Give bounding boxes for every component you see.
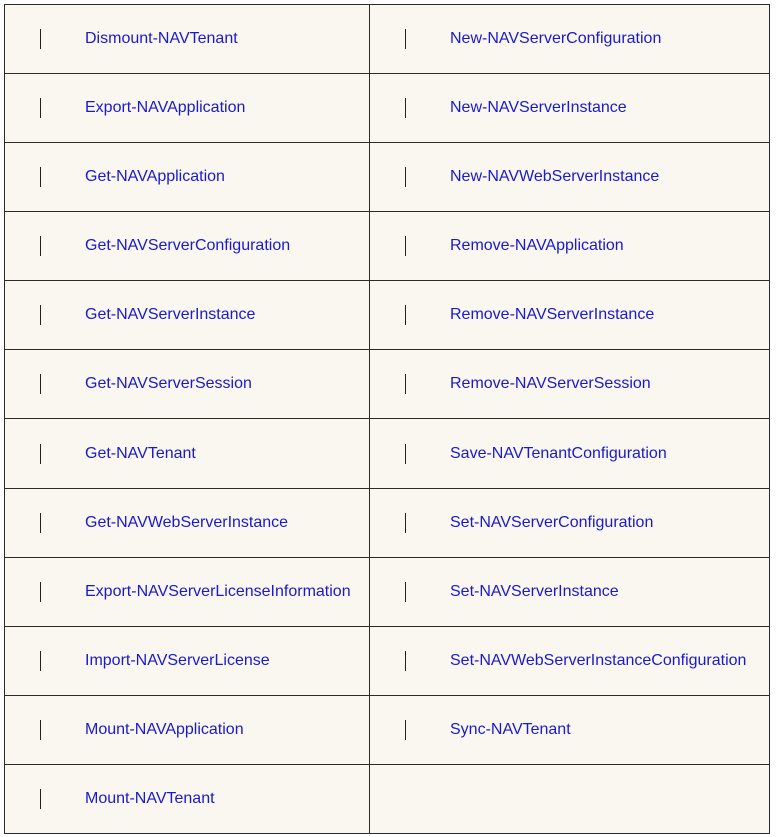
separator-bar	[40, 236, 41, 256]
separator-bar	[405, 167, 406, 187]
separator-bar	[40, 513, 41, 533]
cmdlet-link[interactable]: Import-NAVServerLicense	[85, 651, 270, 669]
separator-bar	[40, 720, 41, 740]
table-row	[5, 281, 770, 350]
table-row	[5, 5, 770, 74]
table-row	[5, 488, 770, 557]
table-cell	[5, 281, 370, 350]
table-cell	[5, 764, 370, 833]
cmdlet-link[interactable]: Mount-NAVTenant	[85, 789, 215, 807]
table-cell	[5, 488, 370, 557]
cmdlet-link[interactable]: New-NAVWebServerInstance	[450, 168, 660, 186]
table-cell	[370, 488, 770, 557]
separator-bar	[40, 651, 41, 671]
table-row	[5, 74, 770, 143]
cmdlet-link[interactable]: Export-NAVServerLicenseInformation	[85, 582, 351, 600]
separator-bar	[40, 582, 41, 602]
table-cell	[370, 281, 770, 350]
cmdlet-link[interactable]: Remove-NAVServerInstance	[450, 306, 655, 324]
cmdlet-link[interactable]: Export-NAVApplication	[85, 99, 246, 117]
separator-bar	[405, 582, 406, 602]
empty-cell	[370, 764, 770, 833]
separator-bar	[40, 98, 41, 118]
table-cell	[5, 143, 370, 212]
table-cell	[5, 212, 370, 281]
table-cell	[5, 626, 370, 695]
cmdlet-table	[4, 4, 770, 834]
table-row	[5, 764, 770, 833]
table-cell	[5, 74, 370, 143]
table-cell	[370, 5, 770, 74]
cmdlet-link[interactable]: Get-NAVServerSession	[85, 375, 252, 393]
table-cell	[5, 5, 370, 74]
table-cell	[370, 557, 770, 626]
cmdlet-link[interactable]: Sync-NAVTenant	[450, 720, 571, 738]
separator-bar	[40, 789, 41, 809]
table-row	[5, 626, 770, 695]
table-cell	[370, 350, 770, 419]
separator-bar	[40, 167, 41, 187]
table-row	[5, 419, 770, 488]
table-row	[5, 557, 770, 626]
cmdlet-link[interactable]: Save-NAVTenantConfiguration	[450, 444, 667, 462]
separator-bar	[405, 651, 406, 671]
separator-bar	[40, 29, 41, 49]
separator-bar	[405, 374, 406, 394]
table-row	[5, 212, 770, 281]
table-cell	[5, 419, 370, 488]
cmdlet-table-body	[5, 5, 770, 834]
separator-bar	[40, 374, 41, 394]
separator-bar	[405, 305, 406, 325]
table-row	[5, 350, 770, 419]
table-cell	[5, 557, 370, 626]
cmdlet-link[interactable]: Set-NAVServerInstance	[450, 582, 619, 600]
separator-bar	[405, 98, 406, 118]
cmdlet-link[interactable]: Set-NAVServerConfiguration	[450, 513, 654, 531]
separator-bar	[405, 720, 406, 740]
table-cell	[370, 626, 770, 695]
cmdlet-link[interactable]: Set-NAVWebServerInstanceConfiguration	[450, 651, 747, 669]
cmdlet-link[interactable]: Remove-NAVApplication	[450, 237, 624, 255]
separator-bar	[40, 305, 41, 325]
table-cell	[370, 74, 770, 143]
table-cell	[5, 695, 370, 764]
cmdlet-link[interactable]: Get-NAVWebServerInstance	[85, 513, 289, 531]
table-cell	[370, 419, 770, 488]
table-row	[5, 695, 770, 764]
cmdlet-link[interactable]: New-NAVServerConfiguration	[450, 30, 662, 48]
separator-bar	[405, 513, 406, 533]
table-cell	[370, 695, 770, 764]
cmdlet-link[interactable]: Remove-NAVServerSession	[450, 375, 651, 393]
separator-bar	[405, 29, 406, 49]
table-cell	[370, 143, 770, 212]
separator-bar	[405, 236, 406, 256]
separator-bar	[40, 444, 41, 464]
cmdlet-link[interactable]: Get-NAVTenant	[85, 444, 196, 462]
separator-bar	[405, 444, 406, 464]
table-cell	[370, 212, 770, 281]
cmdlet-link[interactable]: Get-NAVServerConfiguration	[85, 237, 291, 255]
table-cell	[5, 350, 370, 419]
cmdlet-link[interactable]: Mount-NAVApplication	[85, 720, 244, 738]
cmdlet-link[interactable]: New-NAVServerInstance	[450, 99, 627, 117]
table-row	[5, 143, 770, 212]
cmdlet-link[interactable]: Get-NAVServerInstance	[85, 306, 256, 324]
cmdlet-link[interactable]: Get-NAVApplication	[85, 168, 225, 186]
cmdlet-link[interactable]: Dismount-NAVTenant	[85, 30, 238, 48]
